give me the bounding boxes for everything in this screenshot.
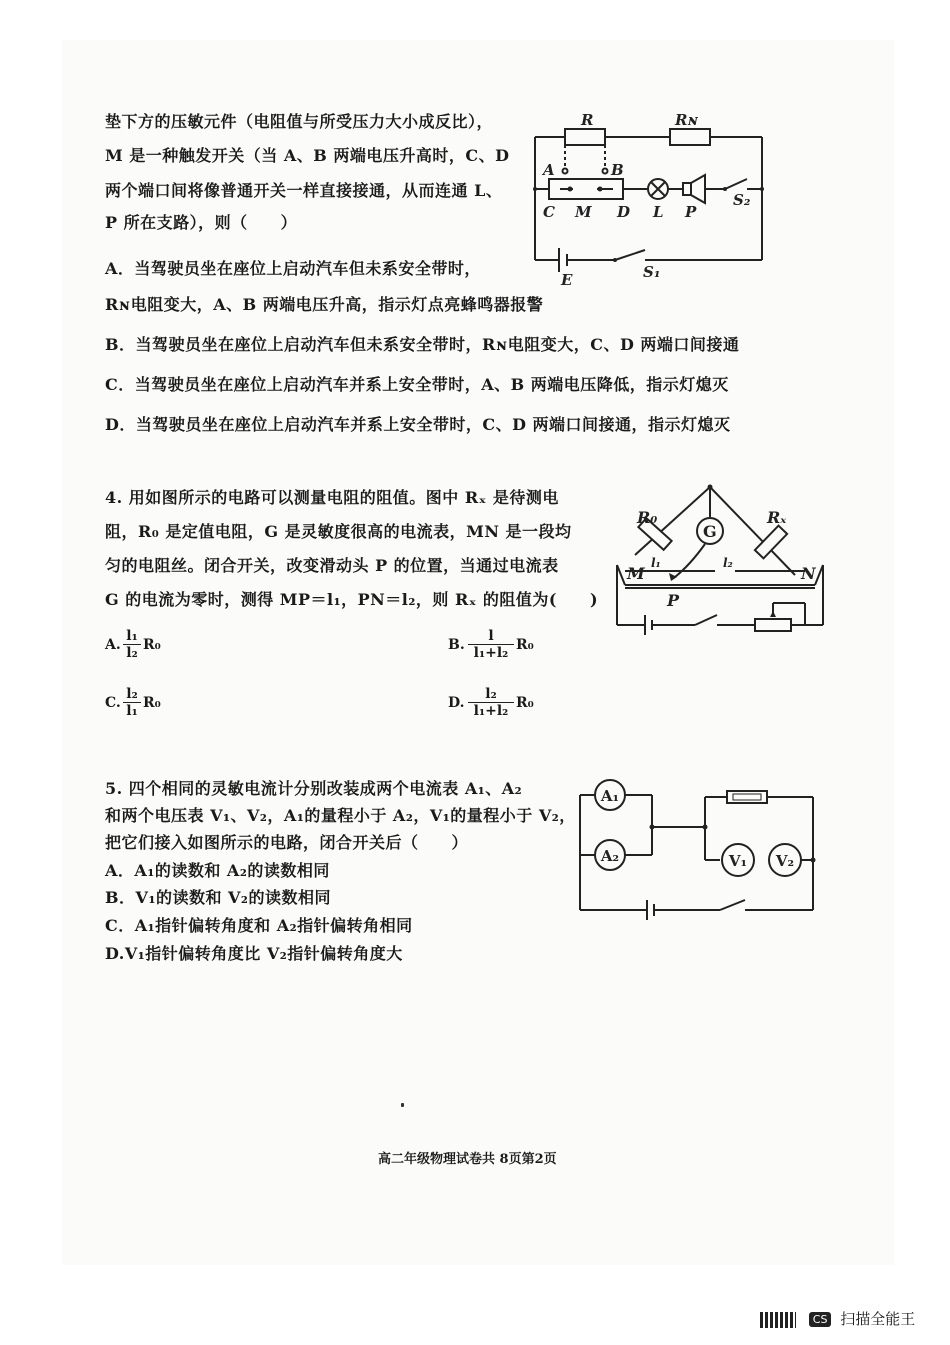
- qr-icon: [760, 1312, 796, 1328]
- q5-line-2: 和两个电压表 V₁、V₂，A₁的量程小于 A₂，V₁的量程小于 V₂，: [105, 806, 576, 825]
- stray-dot: [401, 1103, 404, 1107]
- label-g: G: [703, 522, 717, 541]
- q3-line-4: P 所在支路），则（ ）: [105, 213, 298, 232]
- q3-line-1: 垫下方的压敏元件（电阻值与所受压力大小成反比），: [105, 112, 494, 131]
- label-c: C: [543, 203, 555, 221]
- q3-circuit-diagram: [525, 105, 775, 285]
- label-l2: l₂: [723, 556, 733, 570]
- label-b: B: [611, 161, 624, 179]
- label-n: N: [801, 564, 816, 583]
- q5-line-3: 把它们接入如图所示的电路，闭合开关后（ ）: [105, 833, 469, 852]
- label-a1: A₁: [600, 787, 620, 805]
- page-footer: 高二年级物理试卷共 8页第2页: [378, 1152, 557, 1167]
- q4-circuit-diagram: [605, 475, 830, 645]
- scanner-name: 扫描全能王: [840, 1310, 916, 1328]
- q5-line-1: 5. 四个相同的灵敏电流计分别改装成两个电流表 A₁、A₂: [105, 779, 523, 798]
- q5-option-c: C．A₁指针偏转角度和 A₂指针偏转角相同: [105, 916, 413, 935]
- q4-line-3: 匀的电阻丝。闭合开关，改变滑动头 P 的位置，当通过电流表: [105, 556, 559, 575]
- q3-line-3: 两个端口间将像普通开关一样直接接通，从而连通 L、: [105, 181, 503, 200]
- q5-option-b: B．V₁的读数和 V₂的读数相同: [105, 888, 331, 907]
- label-r: R: [581, 111, 594, 129]
- cs-logo-icon: CS: [809, 1312, 832, 1327]
- label-rx: Rₓ: [767, 508, 787, 527]
- q4-line-2: 阻，R₀ 是定值电阻，G 是灵敏度很高的电流表，MN 是一段均: [105, 522, 572, 541]
- q4-line-1: 4. 用如图所示的电路可以测量电阻的阻值。图中 Rₓ 是待测电: [105, 488, 559, 507]
- label-v1: V₁: [728, 852, 748, 870]
- q3-option-b: B．当驾驶员坐在座位上启动汽车但未系安全带时，Rɴ电阻变大，C、D 两端口间接通: [105, 335, 740, 354]
- label-s1: S₁: [643, 263, 661, 281]
- label-l1: l₁: [651, 556, 661, 570]
- q3-option-c: C．当驾驶员坐在座位上启动汽车并系上安全带时，A、B 两端电压降低，指示灯熄灭: [105, 375, 729, 394]
- label-v2: V₂: [775, 852, 795, 870]
- label-p: P: [667, 591, 680, 610]
- q5-option-d: D.V₁指针偏转角度比 V₂指针偏转角度大: [105, 944, 403, 963]
- q4-line-4: G 的电流为零时，测得 MP＝l₁，PN＝l₂，则 Rₓ 的阻值为( ): [105, 590, 599, 609]
- label-d: D: [617, 203, 631, 221]
- label-l: L: [653, 203, 664, 221]
- label-a: A: [543, 161, 555, 179]
- q5-option-a: A．A₁的读数和 A₂的读数相同: [105, 861, 330, 880]
- q3-option-a-cont: Rɴ电阻变大，A、B 两端电压升高，指示灯点亮蜂鸣器报警: [105, 295, 544, 314]
- label-a2: A₂: [600, 847, 620, 865]
- label-e: E: [561, 271, 573, 285]
- scanner-watermark: [760, 1308, 915, 1329]
- q3-line-2: M 是一种触发开关（当 A、B 两端电压升高时，C、D: [105, 146, 510, 165]
- q5-circuit-diagram: [575, 775, 825, 920]
- q3-option-d: D．当驾驶员坐在座位上启动汽车并系上安全带时，C、D 两端口间接通，指示灯熄灭: [105, 415, 731, 434]
- label-p: P: [685, 203, 697, 221]
- label-s2: S₂: [733, 191, 751, 209]
- label-m: M: [627, 564, 645, 583]
- q3-option-a: A．当驾驶员坐在座位上启动汽车但未系安全带时，: [105, 259, 481, 278]
- label-rn: Rɴ: [675, 111, 699, 129]
- label-r0: R₀: [637, 508, 658, 527]
- label-m: M: [575, 203, 592, 221]
